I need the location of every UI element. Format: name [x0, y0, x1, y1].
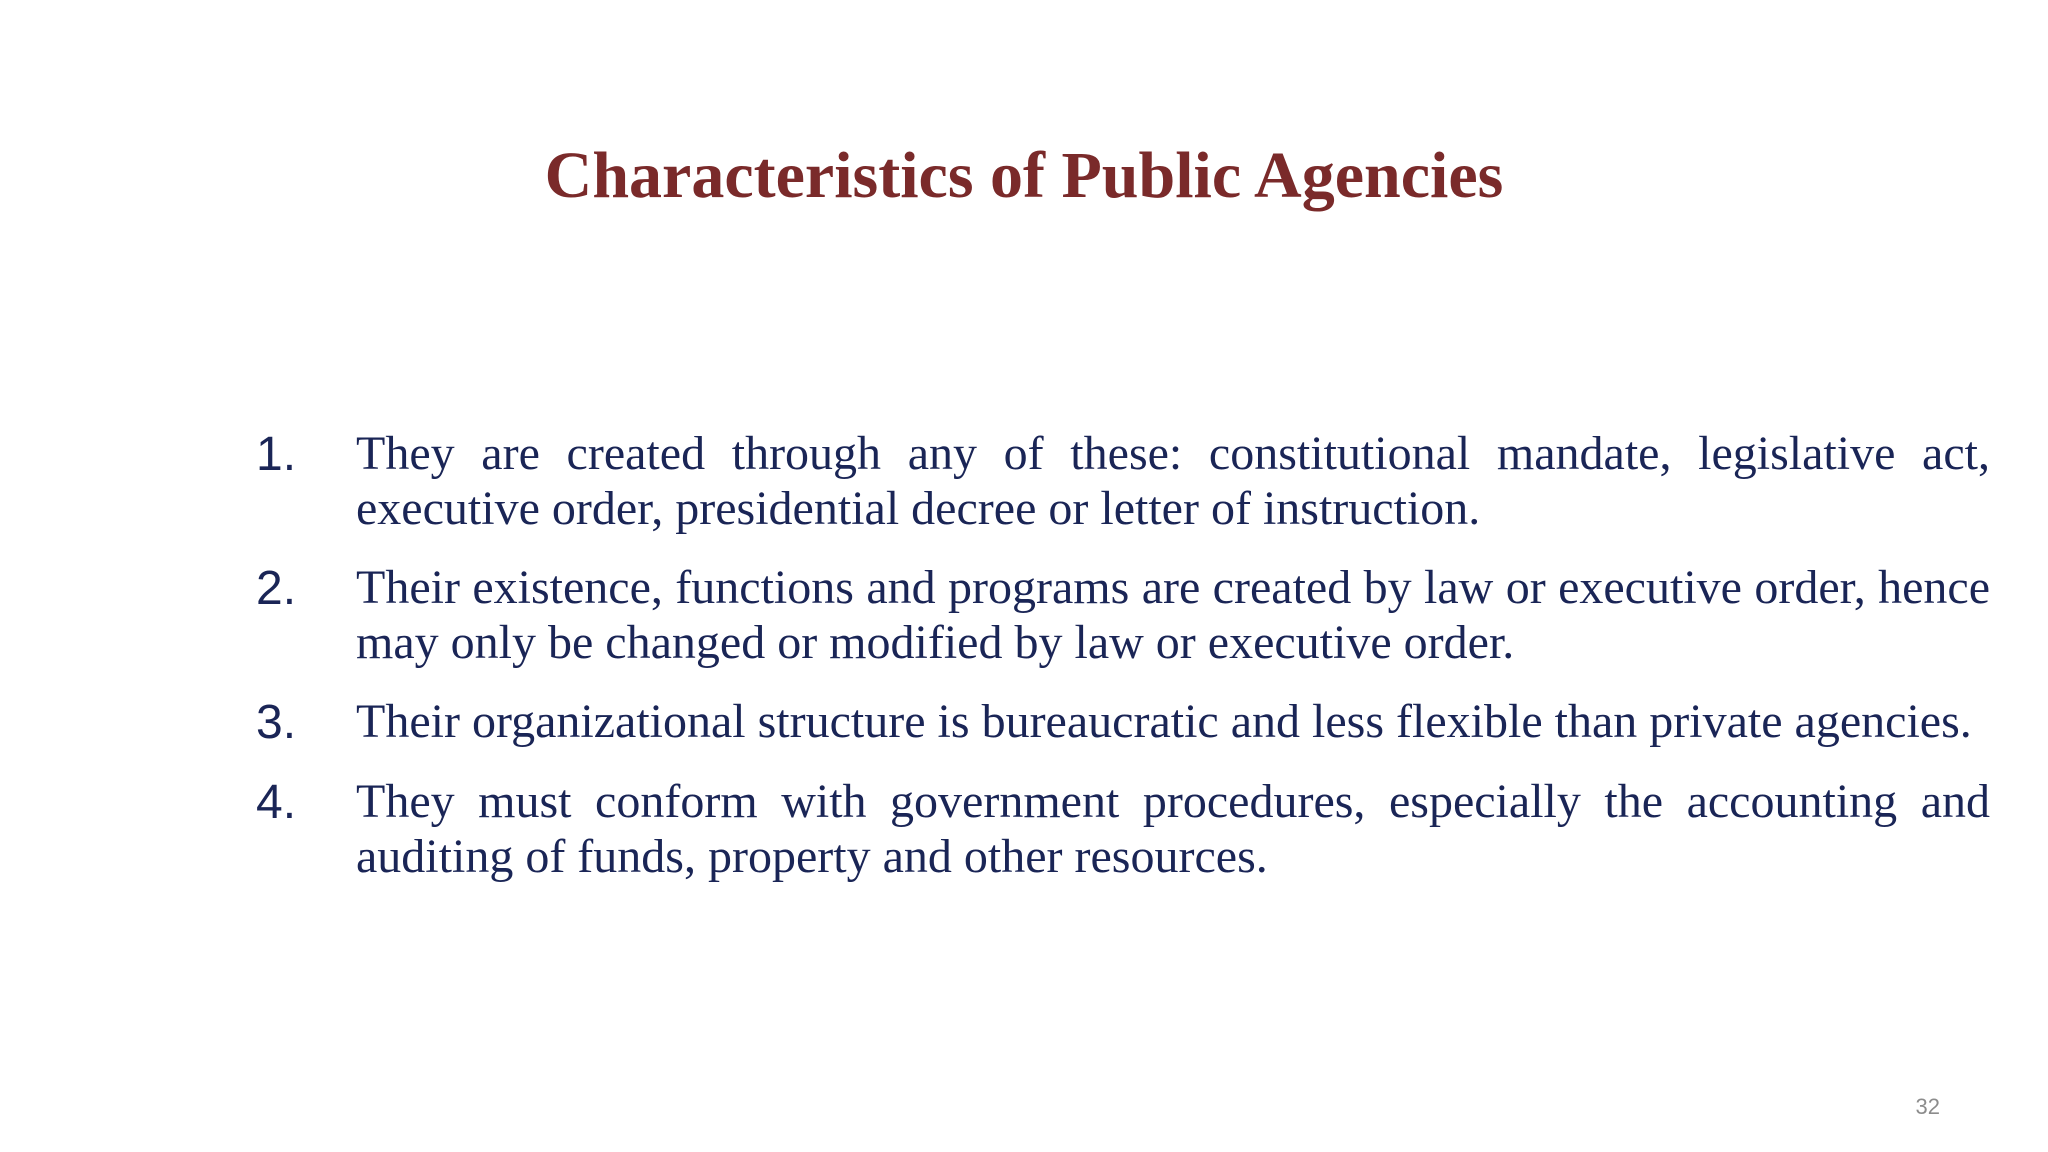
list-item — [256, 426, 1990, 536]
list-item — [256, 774, 1990, 884]
list-item — [256, 694, 1990, 750]
list-item-number: 4. — [256, 776, 297, 829]
list-item-number: 2. — [256, 562, 297, 615]
list-item — [256, 560, 1990, 670]
list-item-text: They must conform with government procedures, especially the accounting and auditing of funds, property and other resources. — [356, 775, 1990, 883]
list-item-number: 3. — [256, 696, 297, 749]
list-item-text: Their organizational structure is bureaucratic and less flexible than private agencies. — [356, 695, 1972, 748]
page-number: 32 — [1915, 1094, 1940, 1119]
list-item-text: Their existence, functions and programs are created by law or executive order, hence may only be changed or modified by law or executive order. — [356, 561, 1990, 669]
characteristics-list — [256, 426, 1990, 908]
list-item-text: They are created through any of these: constitutional mandate, legislative act, executive order, presidential decree or letter of instruction. — [356, 427, 1990, 535]
list-item-number: 1. — [256, 428, 297, 481]
slide-title: Characteristics of Public Agencies — [544, 139, 1504, 212]
